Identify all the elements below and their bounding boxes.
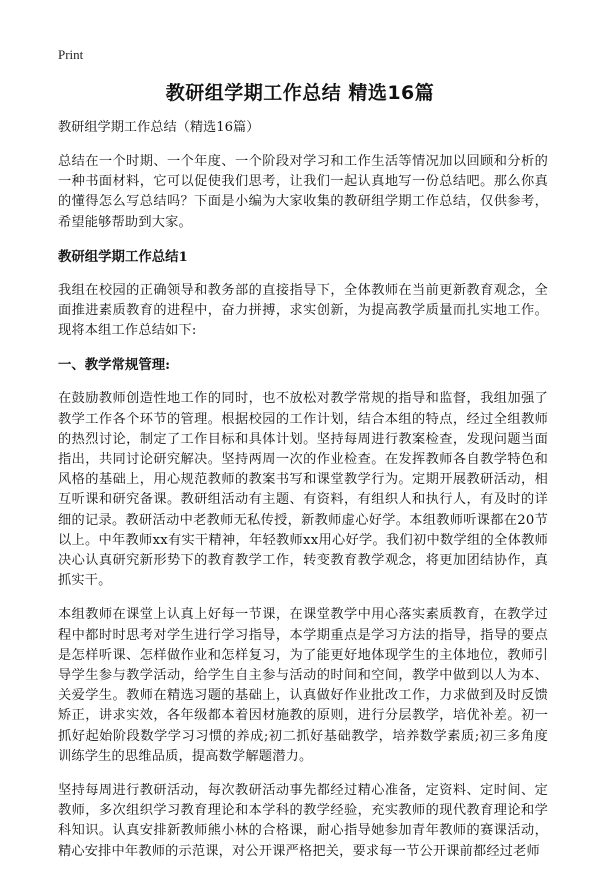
section-paragraph: 我组在校园的正确领导和教务部的直接指导下，全体教师在当前更新教育观念，全面推进素质教育的进程中，奋力拼搏，求实创新，为提高教学质量而扎实地工作。现将本组工作总结如下: <box>58 282 548 339</box>
document-subtitle: 教研组学期工作总结（精选16篇） <box>58 120 260 135</box>
document-title: 教研组学期工作总结 精选16篇 <box>165 82 435 104</box>
body-paragraph: 本组教师在课堂上认真上好每一节课，在课堂教学中用心落实素质教育，在教学过程中都时时思考对学生进行学习指导，本学期重点是学习方法的指导，指导的要点是怎样听课、怎样做作业和怎样复习，为了能更好地体现学生的主体地位，教师引导学生参与教学活动，给学生自主参与活动的时间和空间，教学中做到以人为本、关爱学生。教师在精选习题的基础上，认真做好作业批改工作，力求做到及时反馈矫正，讲求实效，各年级都本着因材施教的原则，进行分层教学，培优补差。初一抓好起始阶段数学学习习惯的养成;初二抓好基础教学，培养数学素质;初三多角度训练学生的思维品质，提高数学解题潜力。 <box>58 607 548 764</box>
body-paragraph: 在鼓励教师创造性地工作的同时，也不放松对教学常规的指导和监督，我组加强了教学工作各个环节的管理。根据校园的工作计划，结合本组的特点，经过全组教师的热烈讨论，制定了工作目标和具体计划。坚持每周进行教案检查，发现问题当面指出，共同讨论研究解决。坚持两周一次的作业检查。在发挥教师各自教学特色和风格的基础上，用心规范教师的教案书写和课堂教学行为。定期开展教研活动，相互听课和研究备课。教研组活动有主题、有资料，有组织人和执行人，有及时的详细的记录。教研活动中老教师无私传授，新教师虚心好学。本组教师听课都在20节以上。中年教师xx有实干精神，年轻教师xx用心好学。我们初中数学组的全体教师决心认真研究新形势下的教育教学工作，转变教育教学观念，将更加团结协作，真抓实干。 <box>58 391 548 589</box>
print-link[interactable]: Print <box>58 47 84 62</box>
section-heading: 教研组学期工作总结1 <box>58 248 188 265</box>
document-body <box>58 118 548 876</box>
intro-paragraph: 总结在一个时期、一个年度、一个阶段对学习和工作生活等情况加以回顾和分析的一种书面材料，它可以促使我们思考，让我们一起认真地写一份总结吧。那么你真的懂得怎么写总结吗？下面是小编为大家收集的教研组学期工作总结，仅供参考，希望能够帮助到大家。 <box>58 154 548 230</box>
subsection-heading: 一、教学常规管理: <box>58 357 171 374</box>
body-paragraph: 坚持每周进行教研活动，每次教研活动事先都经过精心准备，定资料、定时间、定教师，多次组织学习教育理论和本学科的教学经验，充实教师的现代教育理论和学科知识。认真安排新教师熊小林的合格课，耐心指导她参加青年教师的赛课活动，精心安排中年教师的示范课，对公开课严格把关，要求每一节公开课前都经过老师 <box>58 783 548 859</box>
